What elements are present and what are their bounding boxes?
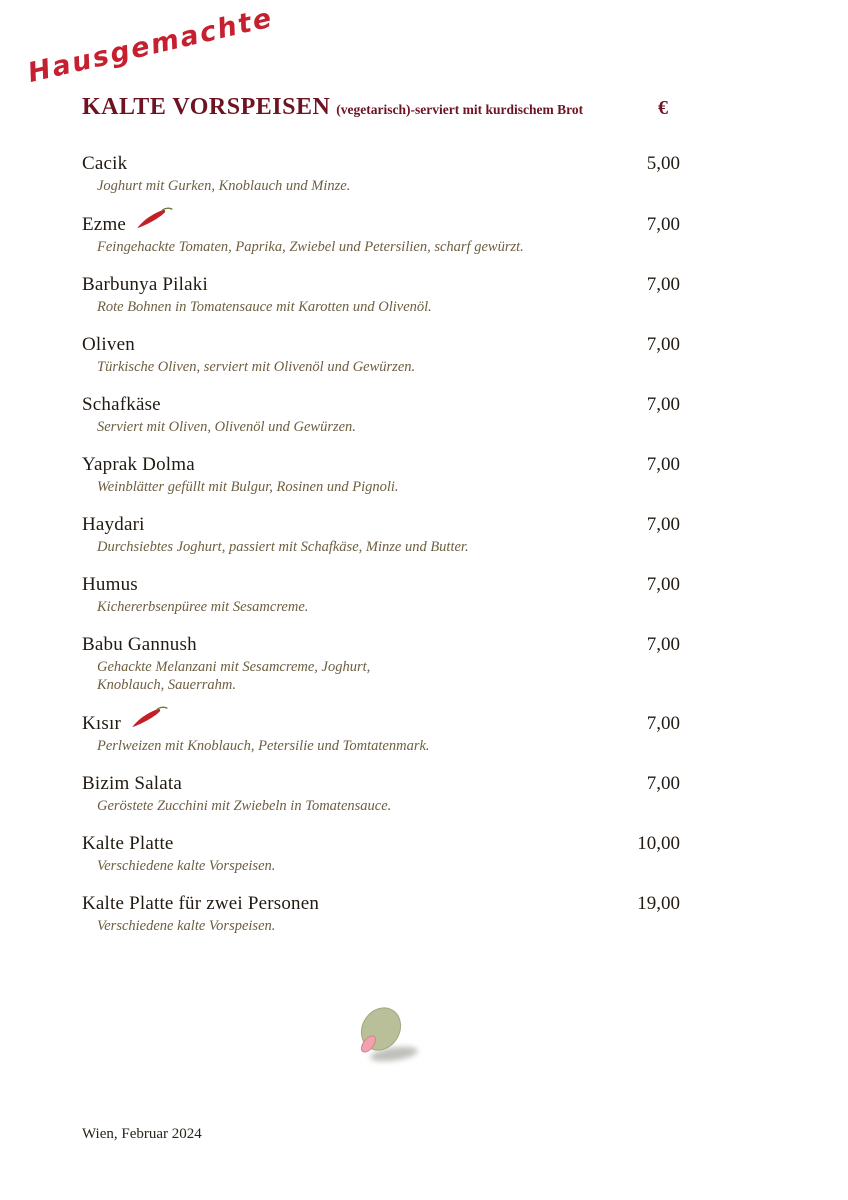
- menu-item-price: 10,00: [637, 833, 680, 854]
- menu-item-price: 5,00: [646, 153, 680, 174]
- menu-item-price: 19,00: [637, 893, 680, 914]
- menu-item-description: Knoblauch, Sauerrahm.: [97, 677, 236, 693]
- menu-item-name: Kalte Platte für zwei Personen: [82, 893, 320, 914]
- menu-item-name: Oliven: [82, 334, 135, 355]
- chili-pepper-icon: [131, 706, 169, 735]
- menu-item-descriptions: [82, 658, 680, 694]
- menu-item-price: 7,00: [646, 514, 680, 535]
- chili-pepper-icon: [136, 207, 174, 236]
- menu-item-description: Geröstete Zucchini mit Zwiebeln in Tomatensauce.: [97, 798, 392, 814]
- menu-item-price: 7,00: [646, 334, 680, 355]
- menu-item-descriptions: [82, 538, 680, 556]
- menu-item-description: Serviert mit Oliven, Olivenöl und Gewürzen.: [97, 419, 356, 435]
- menu-item-descriptions: [82, 917, 680, 935]
- menu-item-description: Weinblätter gefüllt mit Bulgur, Rosinen und Pignoli.: [97, 479, 399, 495]
- menu-item: [82, 213, 680, 256]
- menu-item-descriptions: [82, 857, 680, 875]
- title-row: [82, 94, 680, 121]
- menu-item-head: [82, 634, 680, 656]
- menu-item-head: [82, 574, 680, 596]
- menu-item-description: Joghurt mit Gurken, Knoblauch und Minze.: [97, 178, 351, 194]
- menu-item-description: Gehackte Melanzani mit Sesamcreme, Joghurt,: [97, 659, 371, 675]
- menu-item-head: [82, 334, 680, 356]
- menu-item-description: Feingehackte Tomaten, Paprika, Zwiebel und Petersilien, scharf gewürzt.: [97, 239, 524, 255]
- menu-item-descriptions: [82, 298, 680, 316]
- menu-item: [82, 574, 680, 616]
- menu-item-description: Rote Bohnen in Tomatensauce mit Karotten und Olivenöl.: [97, 299, 432, 315]
- menu-item-head: [82, 394, 680, 416]
- menu-item-description: Verschiedene kalte Vorspeisen.: [97, 918, 276, 934]
- menu-item: [82, 514, 680, 556]
- menu-item-head: [82, 833, 680, 855]
- menu-item-head: [82, 514, 680, 536]
- menu-item-price: 7,00: [646, 712, 680, 734]
- menu-item-name: Schafkäse: [82, 394, 161, 415]
- menu-list: [82, 153, 680, 953]
- menu-item: [82, 334, 680, 376]
- footer-date: Wien, Februar 2024: [82, 1126, 202, 1142]
- menu-item-descriptions: [82, 418, 680, 436]
- menu-item-name: Humus: [82, 574, 138, 595]
- page-subtitle: (vegetarisch)-serviert mit kurdischem Brot: [336, 102, 584, 117]
- menu-item-descriptions: [82, 737, 680, 755]
- menu-item-name: Kısır: [82, 712, 121, 734]
- menu-item-price: 7,00: [646, 394, 680, 415]
- menu-item-price: 7,00: [646, 773, 680, 794]
- menu-item-price: 7,00: [646, 274, 680, 295]
- handwritten-label: Hausgemachte: [25, 2, 277, 89]
- menu-item-name: Haydari: [82, 514, 145, 535]
- page-title: KALTE VORSPEISEN: [82, 94, 331, 120]
- title-group: [82, 94, 583, 121]
- menu-item-head: [82, 153, 680, 175]
- menu-item-head: [82, 773, 680, 795]
- menu-item: [82, 773, 680, 815]
- menu-item: [82, 274, 680, 316]
- menu-item-head: [82, 213, 680, 236]
- menu-item-name: Ezme: [82, 213, 127, 235]
- menu-item-descriptions: [82, 478, 680, 496]
- menu-item-description: Verschiedene kalte Vorspeisen.: [97, 858, 276, 874]
- menu-item: [82, 712, 680, 755]
- menu-item-name: Yaprak Dolma: [82, 454, 195, 475]
- menu-item-name: Babu Gannush: [82, 634, 197, 655]
- menu-item: [82, 153, 680, 195]
- menu-item-descriptions: [82, 238, 680, 256]
- currency-symbol: €: [658, 97, 668, 119]
- menu-item: [82, 634, 680, 694]
- menu-item: [82, 394, 680, 436]
- menu-item-descriptions: [82, 358, 680, 376]
- menu-item: [82, 893, 680, 935]
- menu-item-name: Bizim Salata: [82, 773, 183, 794]
- menu-item-descriptions: [82, 177, 680, 195]
- menu-item-name: Cacik: [82, 153, 128, 174]
- menu-item-head: [82, 893, 680, 915]
- menu-item-price: 7,00: [646, 454, 680, 475]
- menu-item-head: [82, 454, 680, 476]
- olive-icon: [350, 1000, 434, 1075]
- menu-item-descriptions: [82, 598, 680, 616]
- menu-item-descriptions: [82, 797, 680, 815]
- menu-item-price: 7,00: [646, 634, 680, 655]
- menu-item-name: Kalte Platte: [82, 833, 174, 854]
- menu-item-price: 7,00: [646, 213, 680, 235]
- menu-item-name: Barbunya Pilaki: [82, 274, 208, 295]
- menu-item-description: Durchsiebtes Joghurt, passiert mit Schafkäse, Minze und Butter.: [97, 539, 469, 555]
- menu-item-description: Kichererbsenpüree mit Sesamcreme.: [97, 599, 309, 615]
- menu-item-description: Türkische Oliven, serviert mit Olivenöl und Gewürzen.: [97, 359, 416, 375]
- menu-item: [82, 833, 680, 875]
- menu-item: [82, 454, 680, 496]
- menu-item-head: [82, 274, 680, 296]
- menu-item-head: [82, 712, 680, 735]
- menu-item-price: 7,00: [646, 574, 680, 595]
- menu-item-description: Perlweizen mit Knoblauch, Petersilie und Tomtatenmark.: [97, 738, 430, 754]
